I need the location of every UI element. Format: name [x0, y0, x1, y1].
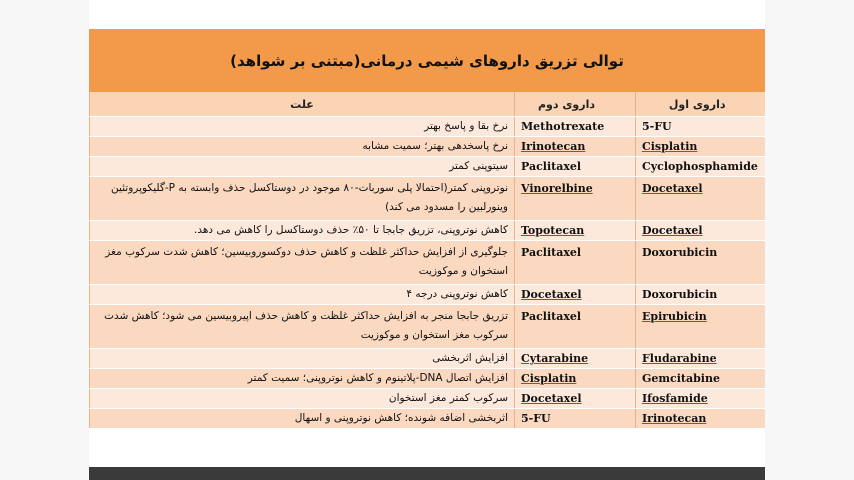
second-drug-cell: Docetaxel: [515, 389, 636, 409]
second-drug-cell: Paclitaxel: [515, 157, 636, 177]
reason-cell: نرخ پاسخدهی بهتر؛ سمیت مشابه: [90, 137, 515, 157]
table-row: [90, 177, 766, 221]
slide-title: توالی تزریق داروهای شیمی درمانی(مبتنی بر شواهد): [230, 51, 624, 70]
slide: [89, 0, 765, 467]
first-drug-cell: Epirubicin: [636, 305, 766, 349]
first-drug-cell: Docetaxel: [636, 177, 766, 221]
first-drug-cell: Irinotecan: [636, 409, 766, 429]
first-drug-cell: Doxorubicin: [636, 285, 766, 305]
second-drug-cell: Methotrexate: [515, 117, 636, 137]
first-drug-cell: Gemcitabine: [636, 369, 766, 389]
reason-cell: نرخ بقا و پاسخ بهتر: [90, 117, 515, 137]
reason-cell: اثربخشی اضافه شونده؛ کاهش نوتروپنی و اسهال: [90, 409, 515, 429]
table-row: [90, 369, 766, 389]
reason-cell: کاهش نوتروپنی، تزریق جابجا تا ۵۰٪ حذف دوستاکسل را کاهش می دهد.: [90, 221, 515, 241]
second-drug-cell: Paclitaxel: [515, 305, 636, 349]
table-header-row: [90, 92, 766, 117]
first-drug-cell: Doxorubicin: [636, 241, 766, 285]
second-drug-cell: Paclitaxel: [515, 241, 636, 285]
first-drug-cell: 5-FU: [636, 117, 766, 137]
header-first-drug: داروی اول: [636, 92, 766, 117]
header-second-drug: داروی دوم: [515, 92, 636, 117]
player-bottom-bar: [89, 467, 765, 480]
reason-cell: جلوگیری از افزایش حداکثر غلظت و کاهش حذف دوکسوروبیسین؛ کاهش شدت سرکوب مغز استخوان و موکوزیت: [90, 241, 515, 285]
first-drug-cell: Cyclophosphamide: [636, 157, 766, 177]
reason-cell: سرکوب کمتر مغز استخوان: [90, 389, 515, 409]
table-row: [90, 349, 766, 369]
reason-cell: نوتروپنی کمتر(احتمالا پلی سوربات-۸۰ موجود در دوستاکسل حذف وابسته به P-گلیکوپروتئین وینورلبین را مسدود می کند): [90, 177, 515, 221]
title-band: [89, 29, 765, 92]
second-drug-cell: Cytarabine: [515, 349, 636, 369]
table-row: [90, 285, 766, 305]
table-row: [90, 117, 766, 137]
header-reason: علت: [90, 92, 515, 117]
reason-cell: تزریق جابجا منجر به افزایش حداکثر غلظت و کاهش حذف اپیروبیسین می شود؛ کاهش شدت سرکوب مغز استخوان و موکوزیت: [90, 305, 515, 349]
second-drug-cell: Docetaxel: [515, 285, 636, 305]
second-drug-cell: Irinotecan: [515, 137, 636, 157]
reason-cell: سیتوپنی کمتر: [90, 157, 515, 177]
table-row: [90, 305, 766, 349]
table-row: [90, 389, 766, 409]
second-drug-cell: Cisplatin: [515, 369, 636, 389]
first-drug-cell: Fludarabine: [636, 349, 766, 369]
reason-cell: افزایش اثربخشی: [90, 349, 515, 369]
table-row: [90, 137, 766, 157]
first-drug-cell: Ifosfamide: [636, 389, 766, 409]
table-row: [90, 221, 766, 241]
table-row: [90, 157, 766, 177]
first-drug-cell: Docetaxel: [636, 221, 766, 241]
table-row: [90, 241, 766, 285]
reason-cell: افزایش اتصال DNA-پلاتینوم و کاهش نوتروپنی؛ سمیت کمتر: [90, 369, 515, 389]
second-drug-cell: 5-FU: [515, 409, 636, 429]
sequence-table: [89, 92, 765, 429]
table-row: [90, 409, 766, 429]
first-drug-cell: Cisplatin: [636, 137, 766, 157]
second-drug-cell: Vinorelbine: [515, 177, 636, 221]
reason-cell: کاهش نوتروپنی درجه ۴: [90, 285, 515, 305]
second-drug-cell: Topotecan: [515, 221, 636, 241]
